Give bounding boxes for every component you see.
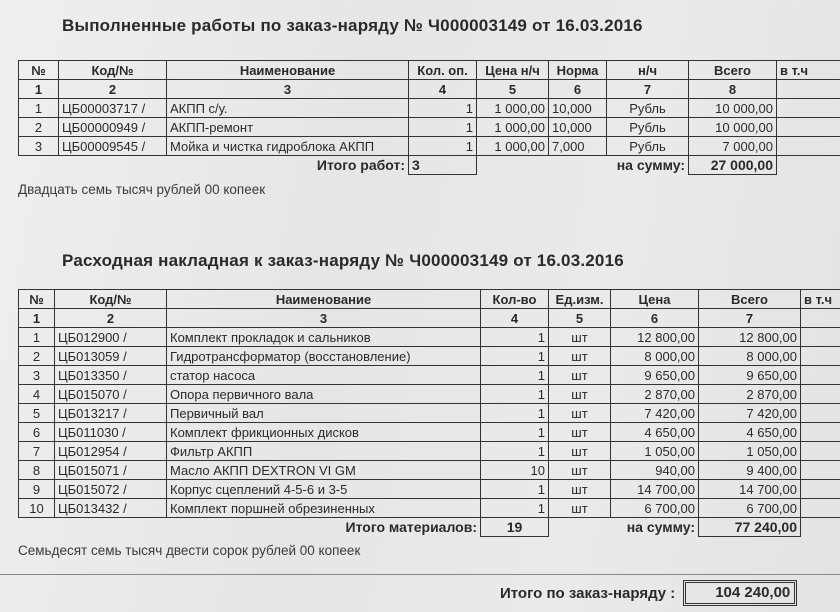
table-row [19, 423, 840, 442]
cell-code: ЦБ013350 / [55, 366, 167, 385]
cell-qty: 1 [481, 366, 549, 385]
materials-num: 3 [167, 309, 481, 328]
materials-col-code: Код/№ [55, 290, 167, 309]
table-row [19, 328, 840, 347]
cell-norm: 10,000 [549, 99, 607, 118]
cell-unit: шт [549, 461, 611, 480]
cell-vat [801, 499, 840, 518]
cell-price: 940,00 [611, 461, 699, 480]
materials-num-empty [801, 309, 840, 328]
cell-n: 6 [19, 423, 55, 442]
cell-name: статор насоса [167, 366, 481, 385]
materials-sum-label: на сумму: [626, 518, 695, 535]
cell-n: 2 [19, 118, 59, 137]
cell-unit: Рубль [607, 137, 689, 156]
works-total-label: Итого работ: [316, 156, 405, 173]
cell-qty: 1 [409, 118, 477, 137]
cell-code: ЦБ013217 / [55, 404, 167, 423]
cell-name: Масло АКПП DEXTRON VI GM [167, 461, 481, 480]
materials-total-qty: 19 [481, 518, 549, 537]
cell-unit: шт [549, 499, 611, 518]
cell-code: ЦБ013432 / [55, 499, 167, 518]
table-row [19, 99, 840, 118]
materials-col-qty: Кол-во [481, 290, 549, 309]
cell-unit: шт [549, 366, 611, 385]
materials-sum-value: 77 240,00 [699, 518, 801, 537]
cell-total: 7 000,00 [689, 137, 777, 156]
works-header-row [19, 61, 840, 80]
cell-code: ЦБ00009545 / [59, 137, 167, 156]
materials-in-words: Семьдесят семь тысяч двести сорок рублей 00 копеек [18, 543, 361, 558]
cell-unit: Рубль [607, 118, 689, 137]
grand-total [500, 580, 797, 606]
cell-price: 8 000,00 [611, 347, 699, 366]
cell-n: 10 [19, 499, 55, 518]
grand-total-value: 104 240,00 [683, 580, 797, 606]
divider [0, 574, 840, 575]
cell-code: ЦБ012954 / [55, 442, 167, 461]
works-sum-label: на сумму: [616, 156, 685, 173]
cell-qty: 1 [481, 347, 549, 366]
materials-col-total: Всего [699, 290, 801, 309]
table-row [19, 499, 840, 518]
cell-price: 2 870,00 [611, 385, 699, 404]
cell-total: 8 000,00 [699, 347, 801, 366]
cell-name: Гидротрансформатор (восстановление) [167, 347, 481, 366]
cell-name: АКПП с/у. [167, 99, 409, 118]
cell-unit: шт [549, 442, 611, 461]
cell-total: 6 700,00 [699, 499, 801, 518]
materials-num: 5 [549, 309, 611, 328]
cell-name: АКПП-ремонт [167, 118, 409, 137]
works-col-unit: н/ч [607, 61, 689, 80]
materials-total-empty [801, 518, 840, 537]
cell-price: 12 800,00 [611, 328, 699, 347]
cell-total: 2 870,00 [699, 385, 801, 404]
cell-n: 8 [19, 461, 55, 480]
materials-num-row [19, 309, 840, 328]
cell-unit: шт [549, 328, 611, 347]
cell-price: 1 000,00 [477, 137, 549, 156]
works-num: 2 [59, 80, 167, 99]
materials-col-name: Наименование [167, 290, 481, 309]
materials-table [18, 289, 840, 537]
cell-code: ЦБ013059 / [55, 347, 167, 366]
works-col-price: Цена н/ч [477, 61, 549, 80]
cell-unit: шт [549, 347, 611, 366]
cell-code: ЦБ015071 / [55, 461, 167, 480]
cell-qty: 10 [481, 461, 549, 480]
cell-unit: шт [549, 423, 611, 442]
cell-name: Первичный вал [167, 404, 481, 423]
cell-vat [801, 328, 840, 347]
cell-vat [801, 442, 840, 461]
cell-vat [777, 118, 840, 137]
cell-price: 1 050,00 [611, 442, 699, 461]
works-in-words: Двадцать семь тысяч рублей 00 копеек [18, 182, 266, 197]
cell-qty: 1 [481, 328, 549, 347]
cell-vat [801, 461, 840, 480]
cell-total: 9 650,00 [699, 366, 801, 385]
cell-price: 1 000,00 [477, 118, 549, 137]
cell-qty: 1 [409, 99, 477, 118]
table-row [19, 137, 840, 156]
works-num: 8 [689, 80, 777, 99]
table-row [19, 480, 840, 499]
works-num: 4 [409, 80, 477, 99]
cell-qty: 1 [409, 137, 477, 156]
cell-n: 2 [19, 347, 55, 366]
cell-price: 9 650,00 [611, 366, 699, 385]
cell-code: ЦБ00000949 / [59, 118, 167, 137]
cell-code: ЦБ00003717 / [59, 99, 167, 118]
cell-total: 9 400,00 [699, 461, 801, 480]
works-num: 6 [549, 80, 607, 99]
cell-name: Мойка и чистка гидроблока АКПП [167, 137, 409, 156]
works-col-total: Всего [689, 61, 777, 80]
works-num-empty [777, 80, 840, 99]
materials-num: 7 [699, 309, 801, 328]
works-col-qty: Кол. оп. [409, 61, 477, 80]
cell-price: 6 700,00 [611, 499, 699, 518]
cell-code: ЦБ012900 / [55, 328, 167, 347]
materials-col-vat: в т.ч [801, 290, 840, 309]
cell-price: 14 700,00 [611, 480, 699, 499]
materials-total-row [19, 518, 840, 537]
materials-col-price: Цена [611, 290, 699, 309]
grand-total-label: Итого по заказ-наряду : [500, 584, 676, 602]
cell-qty: 1 [481, 442, 549, 461]
cell-vat [801, 347, 840, 366]
works-col-n: № [19, 61, 59, 80]
cell-total: 14 700,00 [699, 480, 801, 499]
cell-unit: шт [549, 404, 611, 423]
cell-n: 7 [19, 442, 55, 461]
works-col-code: Код/№ [59, 61, 167, 80]
cell-total: 10 000,00 [689, 99, 777, 118]
works-total-empty [777, 156, 840, 175]
cell-total: 4 650,00 [699, 423, 801, 442]
cell-n: 1 [19, 99, 59, 118]
cell-qty: 1 [481, 385, 549, 404]
materials-title: Расходная накладная к заказ-наряду № Ч000003149 от 16.03.2016 [62, 251, 624, 270]
works-sum-value: 27 000,00 [689, 156, 777, 175]
cell-qty: 1 [481, 404, 549, 423]
cell-norm: 7,000 [549, 137, 607, 156]
works-total-qty: 3 [409, 156, 477, 175]
cell-unit: Рубль [607, 99, 689, 118]
table-row [19, 347, 840, 366]
cell-name: Комплект прокладок и сальников [167, 328, 481, 347]
cell-vat [777, 99, 840, 118]
works-col-name: Наименование [167, 61, 409, 80]
materials-num: 6 [611, 309, 699, 328]
works-col-vat: в т.ч [777, 61, 840, 80]
works-num-row [19, 80, 840, 99]
cell-total: 12 800,00 [699, 328, 801, 347]
cell-norm: 10,000 [549, 118, 607, 137]
table-row [19, 404, 840, 423]
cell-vat [777, 137, 840, 156]
cell-n: 9 [19, 480, 55, 499]
cell-code: ЦБ011030 / [55, 423, 167, 442]
cell-name: Комплект фрикционных дисков [167, 423, 481, 442]
cell-total: 7 420,00 [699, 404, 801, 423]
cell-vat [801, 404, 840, 423]
materials-num: 1 [19, 309, 55, 328]
cell-name: Фильтр АКПП [167, 442, 481, 461]
cell-qty: 1 [481, 423, 549, 442]
cell-n: 5 [19, 404, 55, 423]
works-num: 1 [19, 80, 59, 99]
materials-num: 2 [55, 309, 167, 328]
works-title: Выполненные работы по заказ-наряду № Ч000003149 от 16.03.2016 [62, 16, 643, 35]
cell-vat [801, 480, 840, 499]
works-num: 5 [477, 80, 549, 99]
cell-qty: 1 [481, 499, 549, 518]
cell-qty: 1 [481, 480, 549, 499]
works-table [18, 60, 840, 175]
table-row [19, 385, 840, 404]
cell-vat [801, 366, 840, 385]
cell-unit: шт [549, 385, 611, 404]
works-total-row [19, 156, 840, 175]
cell-code: ЦБ015070 / [55, 385, 167, 404]
cell-n: 3 [19, 366, 55, 385]
cell-price: 4 650,00 [611, 423, 699, 442]
cell-name: Корпус сцеплений 4-5-6 и 3-5 [167, 480, 481, 499]
cell-name: Комплект поршней обрезиненных [167, 499, 481, 518]
table-row [19, 366, 840, 385]
cell-n: 1 [19, 328, 55, 347]
cell-total: 1 050,00 [699, 442, 801, 461]
works-num: 7 [607, 80, 689, 99]
cell-vat [801, 423, 840, 442]
works-col-norm: Норма [549, 61, 607, 80]
cell-unit: шт [549, 480, 611, 499]
materials-col-unit: Ед.изм. [549, 290, 611, 309]
materials-header-row [19, 290, 840, 309]
table-row [19, 442, 840, 461]
materials-total-label: Итого материалов: [345, 518, 477, 535]
cell-price: 7 420,00 [611, 404, 699, 423]
materials-num: 4 [481, 309, 549, 328]
cell-n: 4 [19, 385, 55, 404]
table-row [19, 118, 840, 137]
cell-code: ЦБ015072 / [55, 480, 167, 499]
cell-name: Опора первичного вала [167, 385, 481, 404]
cell-n: 3 [19, 137, 59, 156]
materials-col-n: № [19, 290, 55, 309]
cell-price: 1 000,00 [477, 99, 549, 118]
table-row [19, 461, 840, 480]
cell-vat [801, 385, 840, 404]
cell-total: 10 000,00 [689, 118, 777, 137]
works-num: 3 [167, 80, 409, 99]
